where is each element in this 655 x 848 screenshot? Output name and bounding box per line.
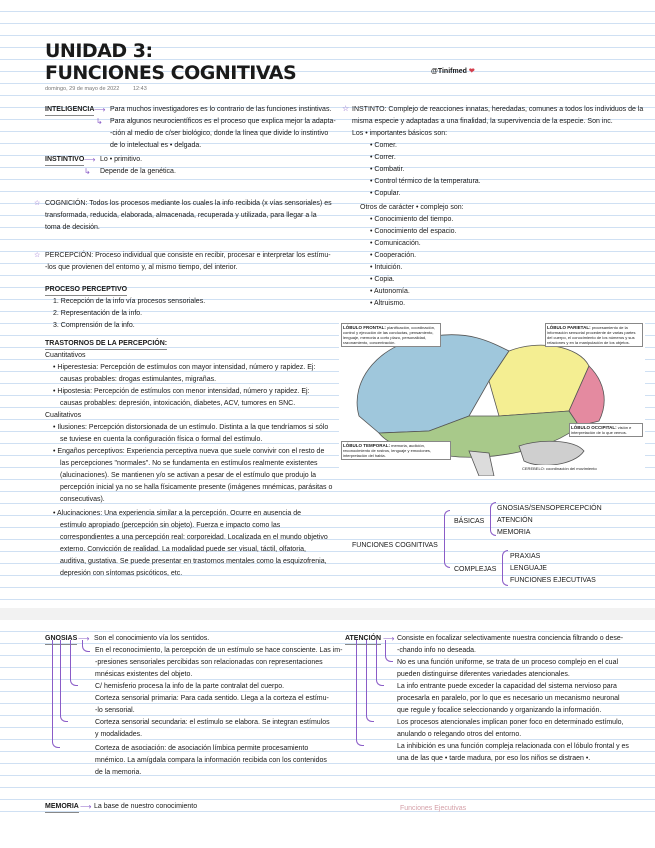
hipostesia-2: causas probables: depresión, intoxicación, diabetes, ACV, tumores en SNC. bbox=[60, 400, 296, 407]
inteligencia-text-2c: de lo intelectual es • delgada. bbox=[110, 142, 202, 149]
hiperestesia-1: • Hiperestesia: Percepción de estímulos con mayor intensidad, número y rapidez. Ej: bbox=[53, 364, 316, 371]
hiperestesia-2: causas probables: drogas estimulantes, migrañas. bbox=[60, 376, 217, 383]
otro-item: • Copia. bbox=[370, 276, 395, 283]
compleja-item: FUNCIONES EJECUTIVAS bbox=[510, 577, 596, 584]
gnosias-text-5b: y modalidades. bbox=[95, 731, 143, 738]
inteligencia-text-2a: Para algunos neurocientíficos es el proceso que explica mejor la adapta- bbox=[110, 118, 336, 125]
author-handle: @Tinifmed ❤ bbox=[431, 68, 475, 75]
inteligencia-label: INTELIGENCIA bbox=[45, 104, 94, 116]
funciones-cognitivas-title: FUNCIONES COGNITIVAS bbox=[352, 542, 438, 549]
basicas-brace bbox=[490, 502, 496, 536]
basico-item: • Correr. bbox=[370, 154, 396, 161]
connector-line bbox=[356, 640, 364, 746]
atencion-text-3b: procesarla en paralelo, por lo que es necesario un mecanismo neuronal bbox=[397, 695, 620, 702]
complejas-brace bbox=[502, 550, 508, 586]
page-break bbox=[0, 608, 655, 620]
atencion-text-5a: La inhibición es una función compleja relacionada con el lóbulo frontal y es bbox=[397, 743, 629, 750]
instinto-text-2: Depende de la genética. bbox=[100, 168, 176, 175]
star-icon: ☆ bbox=[34, 200, 41, 207]
gnosias-text-5a: Corteza sensorial secundaria: el estímulo se elabora. Se integran estímulos bbox=[95, 719, 330, 726]
arrow-icon: ⟶ bbox=[383, 634, 395, 643]
connector-line bbox=[376, 640, 384, 686]
gnosias-label: GNOSIAS bbox=[45, 633, 77, 645]
inteligencia-text-1: Para muchos investigadores es lo contrario de las funciones instintivas. bbox=[110, 106, 332, 113]
ilusiones-1: • Ilusiones: Percepción distorsionada de un estímulo. Distinta a la que tendríamos si sólo bbox=[53, 424, 329, 431]
gnosias-text-2a: En el reconocimiento, la percepción de un estímulo se hace consciente. Las im- bbox=[95, 647, 343, 654]
alucinaciones-4: externo. Convicción de realidad. La modalidad puede ser visual, táctil, olfatoria, bbox=[60, 546, 306, 553]
otro-item: • Intuición. bbox=[370, 264, 403, 271]
instinto-def-1: INSTINTO: Complejo de reacciones innatas, heredadas, comunes a todos los individuos de la bbox=[352, 106, 644, 113]
percepcion-line-2: -los que provienen del entorno y, al mismo tiempo, del interior. bbox=[45, 264, 238, 271]
enganos-2: las percepciones "normales". No se fundamenta en estímulos realmente existentes bbox=[60, 460, 318, 467]
cuantitativos-label: Cuantitativos bbox=[45, 352, 86, 359]
basico-item: • Combatir. bbox=[370, 166, 405, 173]
heart-icon: ❤ bbox=[468, 68, 475, 75]
otro-item: • Conocimiento del espacio. bbox=[370, 228, 457, 235]
basico-item: • Comer. bbox=[370, 142, 397, 149]
enganos-5: consecutivas). bbox=[60, 496, 105, 503]
compleja-item: LENGUAJE bbox=[510, 565, 547, 572]
arrow-icon: ⟶ bbox=[84, 155, 96, 164]
gnosias-text-2c: mnésicas existentes del objeto. bbox=[95, 671, 193, 678]
alucinaciones-1: • Alucinaciones: Una experiencia similar a la percepción. Ocurre en ausencia de bbox=[53, 510, 301, 517]
proceso-title: PROCESO PERCEPTIVO bbox=[45, 284, 127, 296]
connector-line bbox=[366, 640, 374, 722]
proceso-item: 3. Comprensión de la info. bbox=[53, 322, 135, 329]
parietal-lobe-label: LÓBULO PARIETAL: procesamiento de la información sensorial procedente de varias partes del cuerpo, el conocimiento de los números y sus relaciones y en la manipulación de los objetos. bbox=[545, 323, 643, 347]
atencion-text-5b: una de las que • tarde madura, por eso los niños se distraen •. bbox=[397, 755, 591, 762]
otros-title: Otros de carácter • complejo son: bbox=[360, 204, 464, 211]
otro-item: • Autonomía. bbox=[370, 288, 410, 295]
complejas-label: COMPLEJAS bbox=[454, 566, 497, 573]
enganos-1: • Engaños perceptivos: Experiencia perceptiva nueva que suele convivir con el resto de bbox=[53, 448, 325, 455]
otro-item: • Comunicación. bbox=[370, 240, 421, 247]
gnosias-text-4a: Corteza sensorial primaria: Para cada sentido. Llega a la corteza el estímu- bbox=[95, 695, 329, 702]
basica-item: ATENCIÓN bbox=[497, 517, 533, 524]
temporal-lobe-label: LÓBULO TEMPORAL: memoria, audición, reconocimiento de rostros, lenguaje y emociones, interpretación del habla. bbox=[341, 441, 451, 460]
connector-line bbox=[385, 640, 393, 662]
occipital-lobe-label: LÓBULO OCCIPITAL: visión e interpretación de lo que vemos. bbox=[569, 423, 643, 437]
cualitativos-label: Cualitativos bbox=[45, 412, 82, 419]
note-date: domingo, 29 de mayo de 2022 bbox=[45, 86, 120, 92]
cognicion-line-2: transformada, reducida, elaborada, almacenada, recuperada y utilizada, para llegar a la bbox=[45, 212, 317, 219]
arrow-icon: ⟶ bbox=[94, 105, 106, 114]
proceso-item: 1. Recepción de la info vía procesos sensoriales. bbox=[53, 298, 206, 305]
gnosias-text-2b: -presiones sensoriales percibidas son relacionadas con representaciones bbox=[95, 659, 323, 666]
enganos-4: percepción inicial ya no se halla físicamente presente (imágenes mnémicas, parásitas o bbox=[60, 484, 333, 491]
atencion-text-2b: pueden distinguirse diferentes variedades atencionales. bbox=[397, 671, 570, 678]
ilusiones-2: se tuviese en cuenta la configuración física o formal del estímulo. bbox=[60, 436, 263, 443]
curved-arrow-icon: ↳ bbox=[84, 167, 91, 176]
big-brace bbox=[444, 510, 450, 568]
page-title-line2: FUNCIONES COGNITIVAS bbox=[45, 62, 297, 84]
atencion-text-3c: que regule y focalice seleccionando y organizando la información. bbox=[397, 707, 602, 714]
atencion-text-1a: Consiste en focalizar selectivamente nuestra conciencia filtrando o dese- bbox=[397, 635, 624, 642]
basica-item: MEMORIA bbox=[497, 529, 531, 536]
trastornos-title: TRASTORNOS DE LA PERCEPCIÓN: bbox=[45, 338, 167, 350]
alucinaciones-3: correspondientes a una percepción real: corporeidad. Localizada en el mundo objetivo bbox=[60, 534, 328, 541]
gnosias-text-3: C/ hemisferio procesa la info de la parte contralat del cuerpo. bbox=[95, 683, 285, 690]
atencion-text-4a: Los procesos atencionales implican poner foco en determinado estímulo, bbox=[397, 719, 624, 726]
atencion-label: ATENCIÓN bbox=[345, 633, 381, 645]
atencion-text-2a: No es una función uniforme, se trata de un proceso complejo en el cual bbox=[397, 659, 619, 666]
otro-item: • Cooperación. bbox=[370, 252, 417, 259]
inteligencia-text-2b: -ción al medio de c/ser biológico, donde la línea que divide lo instintivo bbox=[110, 130, 329, 137]
arrow-icon: ⟶ bbox=[78, 634, 90, 643]
basicos-title: Los • importantes básicos son: bbox=[352, 130, 448, 137]
proceso-item: 2. Representación de la info. bbox=[53, 310, 143, 317]
gnosias-text-1: Son el conocimiento vía los sentidos. bbox=[94, 635, 210, 642]
otro-item: • Altruismo. bbox=[370, 300, 406, 307]
basica-item: GNOSIAS/SENSOPERCEPCIÓN bbox=[497, 505, 602, 512]
partial-heading: Funciones Ejecutivas bbox=[400, 805, 467, 812]
compleja-item: PRAXIAS bbox=[510, 553, 541, 560]
atencion-text-1b: -chando info no deseada. bbox=[397, 647, 477, 654]
hipostesia-1: • Hipostesia: Percepción de estímulos con menor intensidad, número y rapidez. Ej: bbox=[53, 388, 310, 395]
cerebelo-label: CEREBELO: coordinación del movimiento bbox=[521, 465, 621, 472]
enganos-3: (alucinaciones). Se mantienen y/o se activan a pesar de el estímulo que produjo la bbox=[60, 472, 317, 479]
alucinaciones-2: estímulo apropiado (percepción sin objeto). Fuerza e impacto como las bbox=[60, 522, 281, 529]
alucinaciones-5: auditiva, gustativa. Se puede presentar en trastornos mentales como la esquizofrenia, bbox=[60, 558, 327, 565]
basico-item: • Control térmico de la temperatura. bbox=[370, 178, 481, 185]
connector-line bbox=[70, 640, 78, 686]
star-icon: ☆ bbox=[34, 252, 41, 259]
cognicion-line-3: toma de decisión. bbox=[45, 224, 100, 231]
basicas-label: BÁSICAS bbox=[454, 518, 485, 525]
gnosias-text-6c: de la memoria. bbox=[95, 769, 142, 776]
instinto-label: INSTINTIVO bbox=[45, 154, 84, 166]
gnosias-text-6b: mnémico. La amígdala compara la información recibida con los contenidos bbox=[95, 757, 327, 764]
page-title-line1: UNIDAD 3: bbox=[45, 40, 153, 62]
cognicion-line-1: COGNICIÓN: Todos los procesos mediante los cuales la info recibida (x vías sensoriales) es bbox=[45, 200, 332, 207]
memoria-label: MEMORIA bbox=[45, 801, 79, 813]
atencion-text-3a: La info entrante puede exceder la capacidad del sistema nervioso para bbox=[397, 683, 617, 690]
atencion-text-4b: anulando o relegando otros del entorno. bbox=[397, 731, 522, 738]
notebook-page-2 bbox=[0, 620, 655, 814]
percepcion-line-1: PERCEPCIÓN: Proceso individual que consiste en recibir, procesar e interpretar los estímu- bbox=[45, 252, 331, 259]
memoria-text-1: La base de nuestro conocimiento bbox=[94, 803, 198, 810]
curved-arrow-icon: ↳ bbox=[96, 117, 103, 126]
note-time: 12:43 bbox=[133, 86, 147, 92]
gnosias-text-4b: -lo sensorial. bbox=[95, 707, 135, 714]
brain-lobes-image bbox=[339, 321, 645, 476]
otro-item: • Conocimiento del tiempo. bbox=[370, 216, 454, 223]
star-icon: ☆ bbox=[342, 104, 350, 113]
gnosias-text-6a: Corteza de asociación: de asociación límbica permite procesamiento bbox=[95, 745, 309, 752]
bottom-margin bbox=[0, 814, 655, 848]
instinto-text-1: Lo • primitivo. bbox=[100, 156, 143, 163]
frontal-lobe-label: LÓBULO FRONTAL: planificación, coordinación, control y ejecución de las conductas, pensamiento, lenguaje, memoria a corto plazo, personalidad, razonamiento, concentración. bbox=[341, 323, 441, 347]
connector-line bbox=[60, 640, 68, 722]
instinto-def-2: misma especie y adaptadas a una finalidad, la supervivencia de la especie. Son inc. bbox=[352, 118, 613, 125]
alucinaciones-6: depresión con síntomas psicóticos, etc. bbox=[60, 570, 183, 577]
arrow-icon: ⟶ bbox=[80, 802, 92, 811]
connector-line bbox=[82, 640, 90, 652]
connector-line bbox=[52, 640, 60, 748]
basico-item: • Copular. bbox=[370, 190, 401, 197]
